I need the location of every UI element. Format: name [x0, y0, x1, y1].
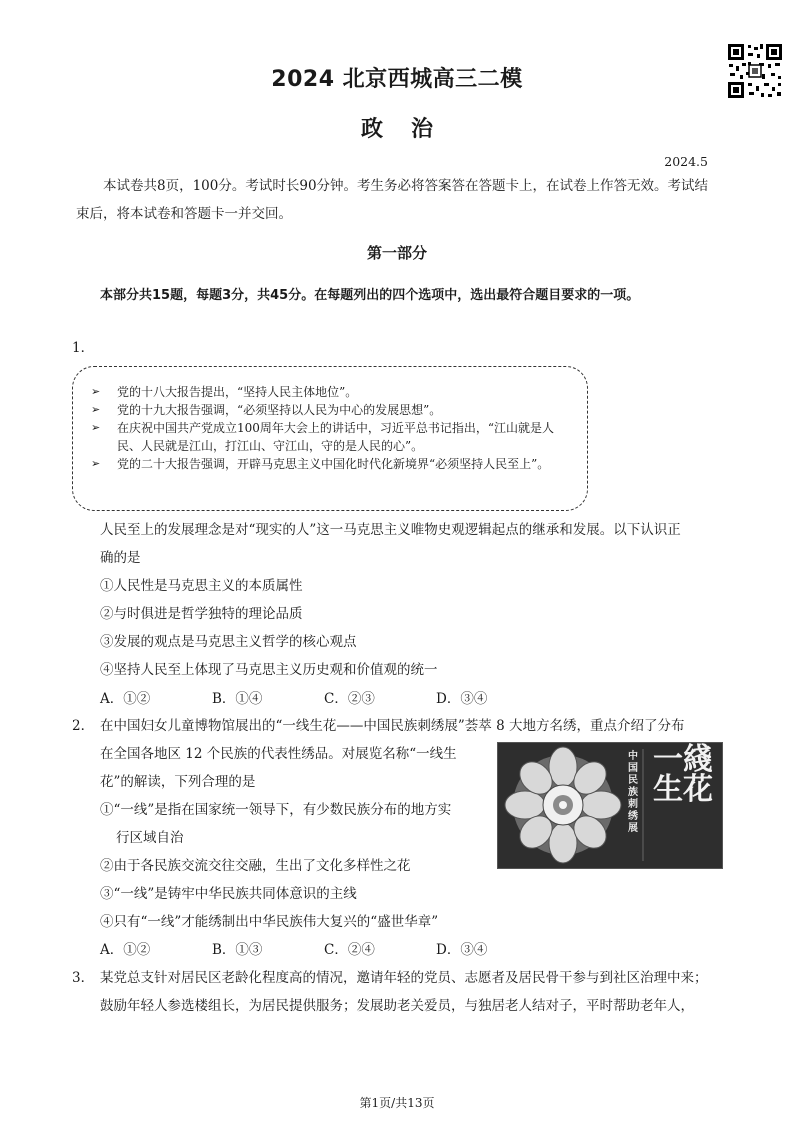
option-b[interactable]: B．①③: [212, 942, 263, 958]
question-1-item: ②与时俱进是哲学独特的理论品质: [100, 606, 303, 622]
exhibition-poster-image: [497, 742, 723, 869]
poster-title: 一綫生花: [653, 742, 713, 807]
question-1-item: ④坚持人民至上体现了马克思主义历史观和价值观的统一: [100, 662, 438, 678]
question-2-item-1-cont: 行区域自治: [116, 830, 184, 846]
question-2-item-3: ③“一线”是铸牢中华民族共同体意识的主线: [100, 886, 357, 902]
page-footer: 第1页/共13页: [359, 1096, 435, 1110]
question-1-quote-box: [72, 366, 588, 511]
quote-item: [91, 419, 571, 455]
poster-subtitle: 中国民族刺绣展: [628, 751, 638, 834]
question-3-stem-line-1: 某党总支针对居民区老龄化程度高的情况，邀请年轻的党员、志愿者及居民骨干参与到社区治理中来；: [100, 970, 708, 986]
exam-title: 2024 北京西城高三二模: [271, 67, 523, 92]
arrow-bullet-icon: ➢: [91, 457, 101, 470]
quote-item: [91, 455, 571, 473]
question-2-item-1: ①“一线”是指在国家统一领导下，有少数民族分布的地方实: [100, 802, 452, 818]
exam-date: 2024.5: [664, 154, 708, 169]
intro-paragraph: [76, 172, 721, 228]
question-2-number: 2．: [72, 718, 95, 734]
option-a[interactable]: A．①②: [100, 942, 151, 958]
arrow-bullet-icon: ➢: [91, 385, 101, 398]
question-1-item: ③发展的观点是马克思主义哲学的核心观点: [100, 634, 357, 650]
question-3-stem-line-2: 鼓励年轻人参选楼组长，为居民提供服务；发展助老关爱员，与独居老人结对子，平时帮助老年人，: [100, 998, 694, 1014]
question-2-stem-line-2: 在全国各地区 12 个民族的代表性绣品。对展览名称“一线生: [100, 746, 457, 762]
option-a[interactable]: A．①②: [100, 691, 151, 707]
question-2-item-4: ④只有“一线”才能绣制出中华民族伟大复兴的“盛世华章”: [100, 914, 439, 930]
quote-item: [91, 383, 571, 401]
question-2-options: [100, 938, 548, 958]
option-c[interactable]: C．②④: [324, 942, 375, 958]
question-1-item: ①人民性是马克思主义的本质属性: [100, 578, 303, 594]
part-title: 第一部分: [366, 244, 427, 262]
quote-item: [91, 401, 571, 419]
option-d[interactable]: D．③④: [436, 691, 488, 707]
part-instruction: 本部分共15题，每题3分，共45分。在每题列出的四个选项中，选出最符合题目要求的一项。: [100, 288, 640, 303]
quote-text: 党的二十大报告强调，开辟马克思主义中国化时代化新境界“必须坚持人民至上”。: [117, 457, 550, 471]
intro-line-1: 本试卷共8页，100分。考试时长90分钟。考生务必将答案答在答题卡上，在试卷上作答无效。考试结: [103, 178, 709, 194]
arrow-bullet-icon: ➢: [91, 403, 101, 416]
quote-text: 在庆祝中国共产党成立100周年大会上的讲话中，习近平总书记指出，“江山就是人民、人民就是江山，打江山、守江山，守的是人民的心”。: [117, 421, 555, 453]
question-2-stem-line-3: 花”的解读，下列合理的是: [100, 774, 256, 790]
quote-text: 党的十八大报告提出，“坚持人民主体地位”。: [117, 385, 358, 399]
intro-line-2: 束后，将本试卷和答题卡一并交回。: [76, 206, 292, 222]
question-1-options: [100, 687, 548, 707]
option-c[interactable]: C．②③: [324, 691, 375, 707]
option-d[interactable]: D．③④: [436, 942, 488, 958]
option-b[interactable]: B．①④: [212, 691, 263, 707]
question-1-stem-line-2: 确的是: [100, 550, 141, 566]
question-1-stem-line-1: 人民至上的发展理念是对“现实的人”这一马克思主义唯物史观逻辑起点的继承和发展。以下认识正: [100, 522, 681, 538]
quote-text: 党的十九大报告强调，“必须坚持以人民为中心的发展思想”。: [117, 403, 442, 417]
question-2-stem-line-1: 在中国妇女儿童博物馆展出的“一线生花——中国民族刺绣展”荟萃 8 大地方名绣，重点介绍了分布: [100, 718, 685, 734]
question-2-item-2: ②由于各民族交流交往交融，生出了文化多样性之花: [100, 858, 411, 874]
question-1-number: 1．: [72, 340, 95, 356]
subject-title: 政治: [360, 117, 461, 142]
arrow-bullet-icon: ➢: [91, 421, 101, 434]
question-3-number: 3．: [72, 970, 95, 986]
